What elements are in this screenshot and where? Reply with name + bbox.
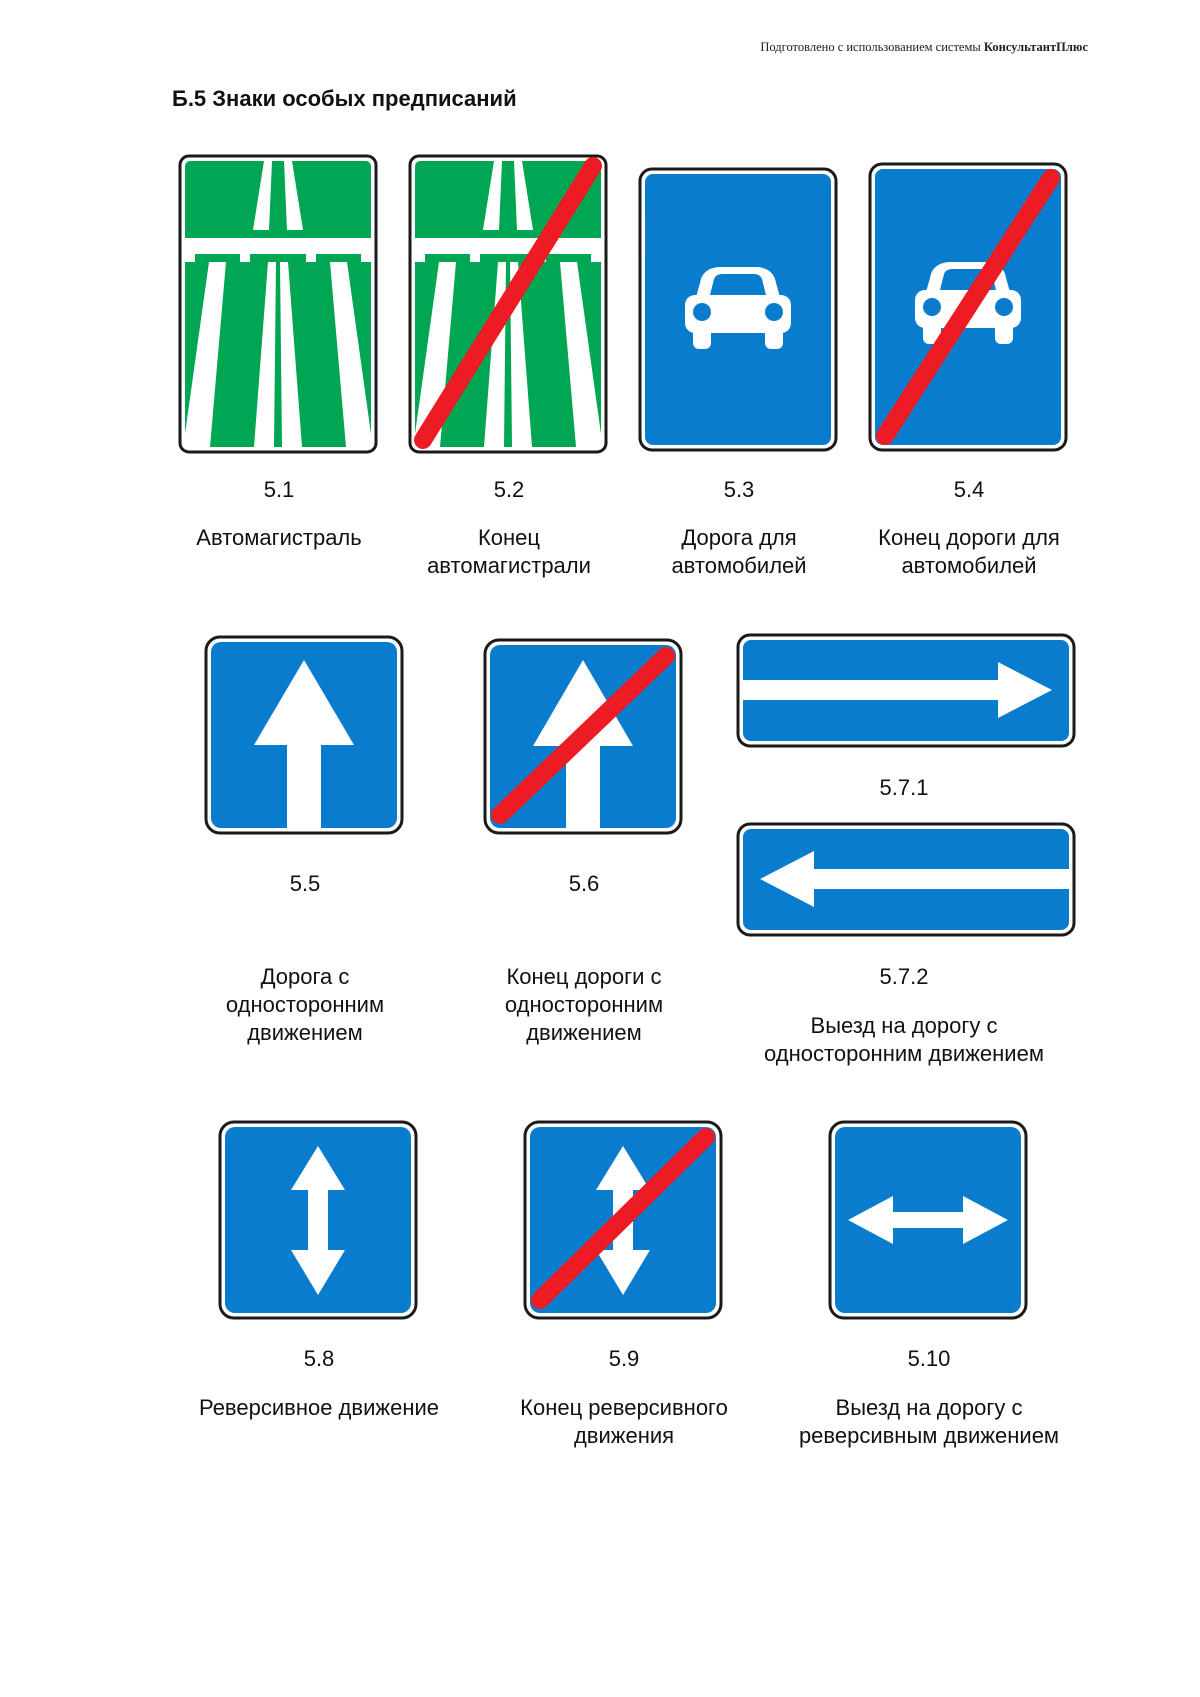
sign-caption: Дорога для автомобилей <box>671 525 807 578</box>
header-note-brand: КонсультантПлюс <box>983 40 1088 54</box>
sign-caption: Выезд на дорогу с односторонним движением <box>764 1013 1044 1066</box>
exit-reversible-road-sign <box>828 1120 1028 1320</box>
sign-caption: Конец дороги для автомобилей <box>878 525 1060 578</box>
sign-code: 5.7.2 <box>879 964 929 989</box>
section-title: Б.5 Знаки особых предписаний <box>172 86 517 111</box>
sign-caption: Выезд на дорогу с реверсивным движением <box>798 1395 1060 1448</box>
sign-caption: Конец автомагистрали <box>427 525 591 578</box>
road-for-cars-sign <box>638 167 838 452</box>
reversible-traffic-sign <box>218 1120 418 1320</box>
end-of-reversible-traffic-sign <box>523 1120 723 1320</box>
sign-code: 5.1 <box>263 477 295 502</box>
exit-one-way-left-sign <box>736 822 1076 937</box>
sign-code: 5.2 <box>493 477 525 502</box>
header-note <box>760 40 1088 55</box>
sign-code: 5.3 <box>723 477 755 502</box>
exit-one-way-right-sign <box>736 633 1076 748</box>
sign-caption: Дорога с односторонним движением <box>225 964 385 1045</box>
sign-code: 5.6 <box>568 871 600 896</box>
one-way-road-sign <box>204 635 404 835</box>
motorway-sign <box>178 154 378 454</box>
end-of-motorway-sign <box>408 154 608 454</box>
sign-code: 5.7.1 <box>879 775 929 800</box>
sign-caption: Конец реверсивного движения <box>520 1395 728 1448</box>
sign-code: 5.4 <box>953 477 985 502</box>
sign-caption: Реверсивное движение <box>198 1395 439 1420</box>
end-of-one-way-road-sign <box>483 638 683 835</box>
sign-code: 5.9 <box>608 1346 640 1371</box>
sign-code: 5.5 <box>289 871 321 896</box>
header-note-prefix: Подготовлено с использованием системы <box>760 40 981 54</box>
end-of-road-for-cars-sign <box>868 162 1068 452</box>
sign-code: 5.8 <box>303 1346 335 1371</box>
sign-caption: Конец дороги с односторонним движением <box>504 964 664 1045</box>
sign-code: 5.10 <box>907 1346 951 1371</box>
sign-caption: Автомагистраль <box>196 525 362 550</box>
